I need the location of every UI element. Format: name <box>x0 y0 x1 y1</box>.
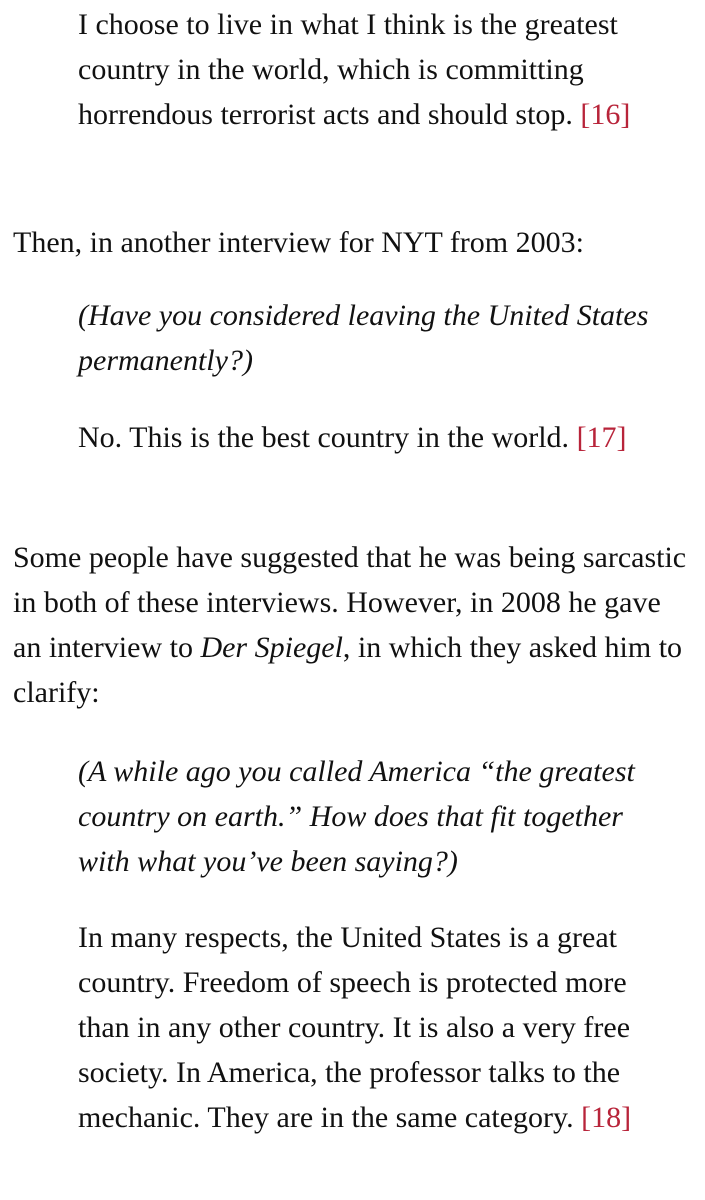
body-paragraph-sarcastic <box>13 535 693 715</box>
footnote-ref-16[interactable]: [16] <box>580 98 631 131</box>
blockquote-question-leaving <box>78 293 678 383</box>
publication-name: Der Spiegel <box>200 631 343 664</box>
body-paragraph-nyt-2003: Then, in another interview for NYT from 2003: <box>13 226 584 259</box>
blockquote-greatest-country <box>78 2 678 137</box>
interview-question: (A while ago you called America “the greatest country on earth.” How does that fit together with what you’ve been saying?) <box>78 755 635 878</box>
blockquote-answer-great-country <box>78 915 678 1140</box>
blockquote-question-america <box>78 749 678 884</box>
footnote-ref-17[interactable]: [17] <box>576 421 627 454</box>
blockquote-answer-best-country <box>78 415 678 460</box>
interview-answer: In many respects, the United States is a great country. Freedom of speech is protected more than in any other country. It is also a very free society. In America, the professor talks to the mechanic. They are in the same category. <box>78 921 631 1134</box>
interview-question: (Have you considered leaving the United States permanently?) <box>78 299 649 377</box>
paragraph-text-before: Some people have suggested that he was being sarcastic in both of these interviews. However, in 2008 he gave an interview to <box>13 541 687 664</box>
footnote-ref-18[interactable]: [18] <box>581 1101 632 1134</box>
interview-answer: No. This is the best country in the world. <box>78 421 570 454</box>
quote-text: I choose to live in what I think is the greatest country in the world, which is committing horrendous terrorist acts and should stop. <box>78 8 618 131</box>
paragraph-text-after: , in which they asked him to clarify: <box>13 631 683 709</box>
